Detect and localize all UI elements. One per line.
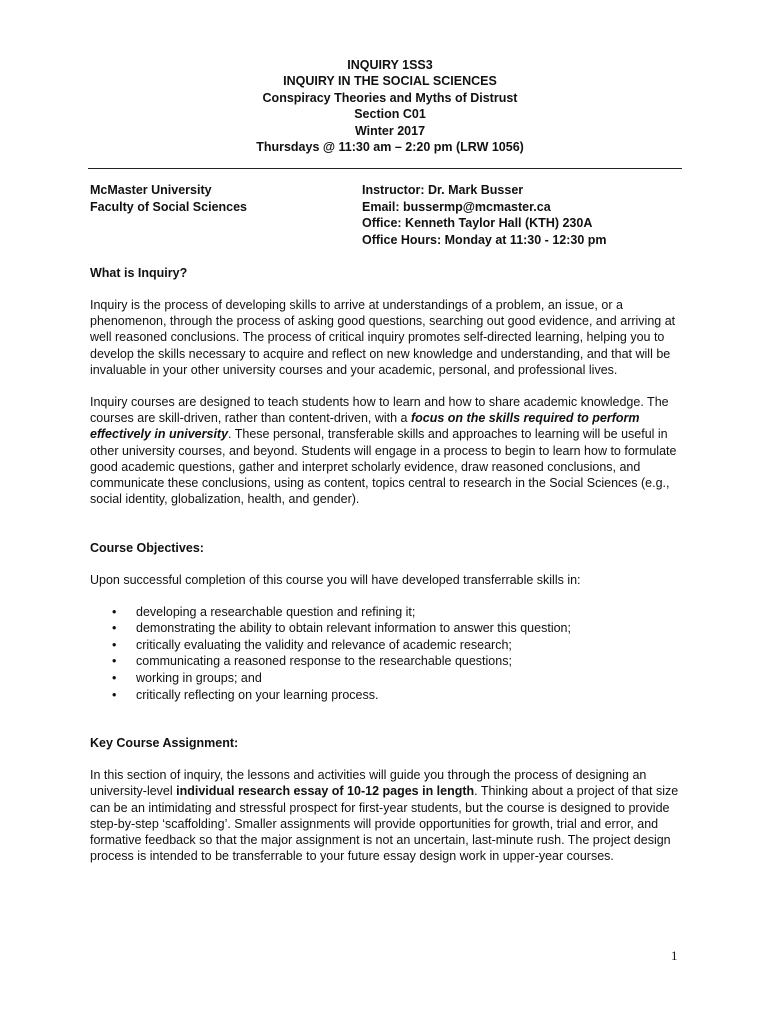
objective-item [112,620,690,637]
objective-item [112,604,690,621]
institution-block [90,182,362,248]
objective-item [112,687,690,704]
objective-item [112,637,690,654]
bullet-icon: • [112,621,117,636]
bullet-icon: • [112,687,117,702]
instructor-block [362,182,690,248]
objective-text: critically evaluating the validity and relevance of academic research; [136,637,512,652]
faculty-name: Faculty of Social Sciences [90,199,248,214]
instructor-email: Email: bussermp@mcmaster.ca [362,199,551,214]
objectives-list [90,604,690,704]
course-term: Winter 2017 [354,123,426,138]
objective-text: developing a researchable question and refining it; [136,604,416,619]
course-code: INQUIRY 1SS3 [347,58,433,72]
course-header [90,57,690,155]
page-number: 1 [671,948,678,963]
course-info [90,182,690,248]
bullet-icon: • [112,604,117,619]
objective-item [112,653,690,670]
inquiry-paragraph-1: Inquiry is the process of developing skills to arrive at understandings of a problem, an issue, or a phenomenon, through the process of asking good questions, searching out good evidence, and arriving at well reasoned conclusions. The process of critical inquiry promotes self-directed learning, helping you to develop the skills necessary to acquire and reflect on new knowledge and understanding, and that will be invaluable in your other university courses and your academic, personal, and professional lives. [90,298,676,377]
assignment-bold: individual research essay of 10-12 pages in length [176,784,475,799]
objective-text: critically reflecting on your learning process. [136,687,379,702]
university-name: McMaster University [90,183,212,198]
inquiry-paragraph-2-start: Inquiry courses are designed to teach students how to learn and how to share academic knowledge. The courses are skill-driven, rather than content-driven, with a [90,395,669,426]
objective-text: communicating a reasoned response to the researchable questions; [136,654,512,669]
bullet-icon: • [112,671,117,686]
bullet-icon: • [112,654,117,669]
header-divider [88,168,682,169]
objectives-intro: Upon successful completion of this course you will have developed transferrable skills in: [90,572,581,587]
assignment-paragraph-start: In this section of inquiry, the lessons and activities will guide you through the process of designing an university-level [90,768,647,799]
objective-item [112,670,690,687]
course-topic: Conspiracy Theories and Myths of Distrust [262,90,518,105]
objective-text: working in groups; and [136,671,262,686]
instructor-office: Office: Kenneth Taylor Hall (KTH) 230A [362,216,593,231]
inquiry-paragraph-2 [90,394,690,507]
section-heading-assignment: Key Course Assignment: [90,736,239,751]
course-section: Section C01 [354,107,426,122]
inquiry-paragraph-2-end: . These personal, transferable skills and approaches to learning will be useful in other university courses, and beyond. Students will engage in a process to begin to learn how to formulate good academic questions, gather and interpret scholarly evidence, draw reasoned conclusions, and communicate these conclusions, using as content, topics central to research in the Social Sciences (e.g., social identity, globalization, health, and gender). [90,427,677,507]
assignment-paragraph [90,767,690,864]
assignment-paragraph-end: . Thinking about a project of that size can be an intimidating and stressful prospect for first-year students, but the course is designed to provide step-by-step ‘scaffolding’. Smaller assignments will provide opportunities for growth, trial and error, and formative feedback so that the major assignment is not an uncertain, last-minute rush. The project design process is intended to be transferrable to your future essay design work in upper-year courses. [90,784,679,864]
objective-text: demonstrating the ability to obtain relevant information to answer this question; [136,621,571,636]
course-name: INQUIRY IN THE SOCIAL SCIENCES [283,74,497,89]
section-heading-inquiry: What is Inquiry? [90,266,188,281]
office-hours: Office Hours: Monday at 11:30 - 12:30 pm [362,232,607,247]
course-schedule: Thursdays @ 11:30 am – 2:20 pm (LRW 1056) [256,140,524,155]
section-heading-objectives: Course Objectives: [90,540,204,555]
bullet-icon: • [112,637,117,652]
syllabus-page [90,57,690,864]
inquiry-emphasis: focus on the skills required to perform effectively in university [90,411,640,442]
instructor-name: Instructor: Dr. Mark Busser [362,183,524,198]
